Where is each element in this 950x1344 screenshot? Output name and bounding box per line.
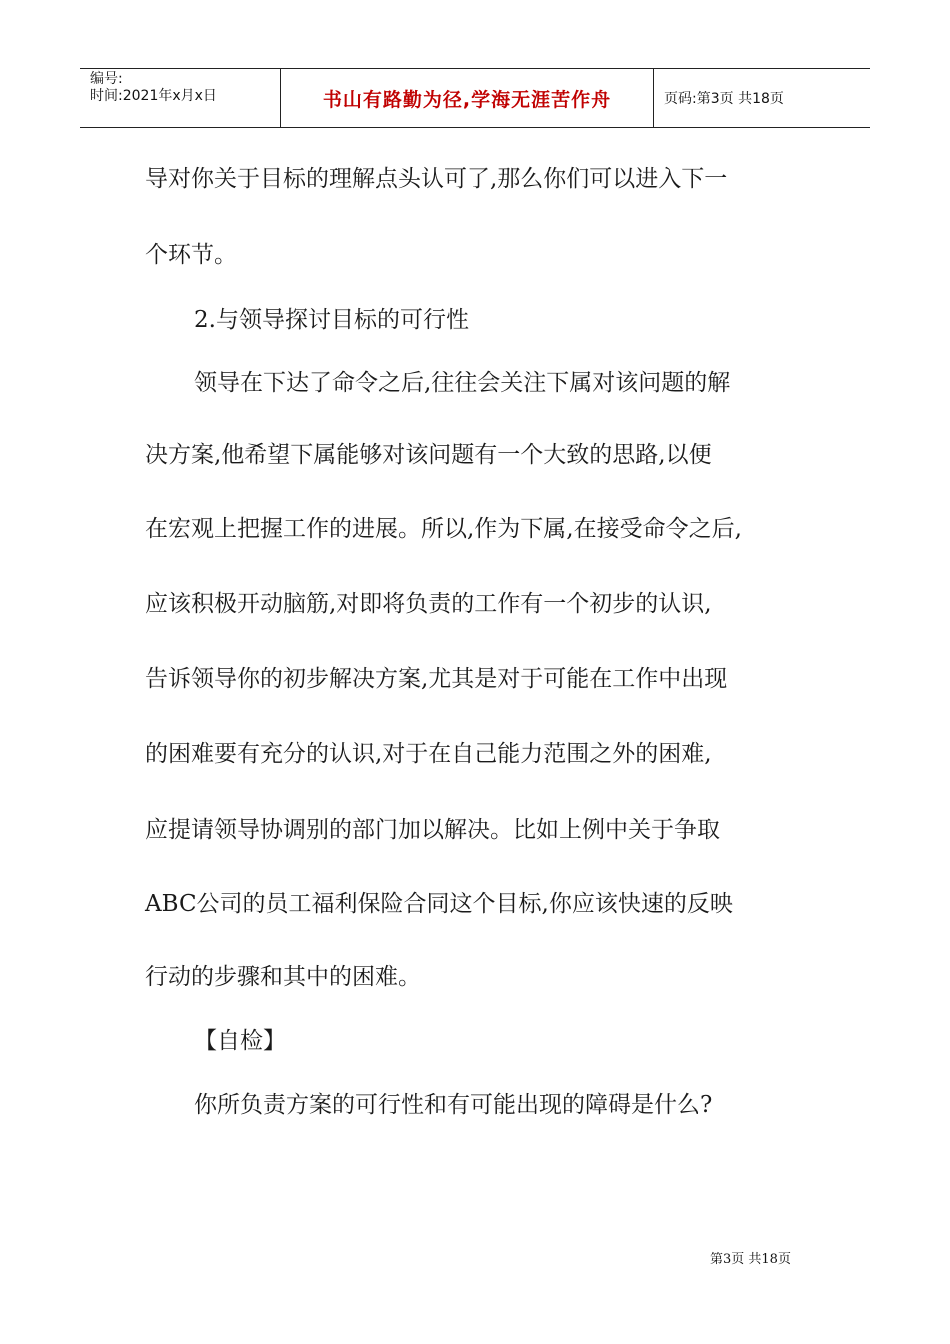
header-page-info: 页码:第3页 共18页 [664, 91, 784, 107]
document-number-label: 编号: [90, 71, 123, 87]
document-time-label: 时间:2021年x月x日 [90, 88, 217, 104]
paragraph-line: 告诉领导你的初步解决方案,尤其是对于可能在工作中出现 [145, 666, 728, 692]
paragraph-line: 个环节。 [145, 242, 237, 268]
paragraph-line: 的困难要有充分的认识,对于在自己能力范围之外的困难, [145, 741, 712, 767]
header-motto: 书山有路勤为径,学海无涯苦作舟 [280, 69, 654, 127]
page-footer: 第3页 共18页 [710, 1252, 791, 1267]
paragraph-line: 决方案,他希望下属能够对该问题有一个大致的思路,以便 [145, 442, 712, 468]
self-check-heading: 【自检】 [194, 1028, 286, 1054]
self-check-question: 你所负责方案的可行性和有可能出现的障碍是什么? [194, 1092, 713, 1118]
paragraph-line: 领导在下达了命令之后,往往会关注下属对该问题的解 [194, 370, 731, 396]
paragraph-line: 应提请领导协调别的部门加以解决。比如上例中关于争取 [145, 817, 720, 843]
paragraph-line: 行动的步骤和其中的困难。 [145, 964, 421, 990]
paragraph-line: 导对你关于目标的理解点头认可了,那么你们可以进入下一 [145, 166, 728, 192]
page-header [80, 68, 870, 128]
paragraph-line: 在宏观上把握工作的进展。所以,作为下属,在接受命令之后, [145, 516, 742, 542]
header-meta [80, 69, 280, 127]
paragraph-line: 应该积极开动脑筋,对即将负责的工作有一个初步的认识, [145, 591, 712, 617]
paragraph-line: ABC公司的员工福利保险合同这个目标,你应该快速的反映 [145, 891, 733, 917]
section-heading: 2.与领导探讨目标的可行性 [194, 307, 469, 333]
